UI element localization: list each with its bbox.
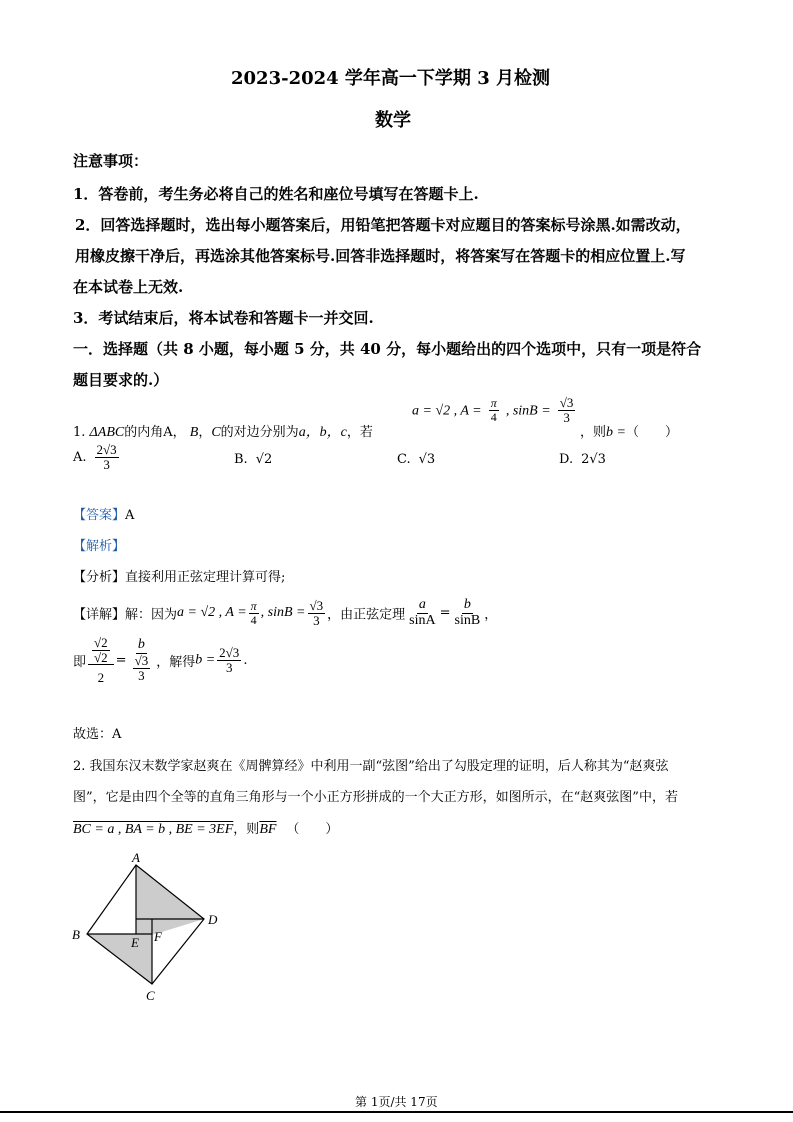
q1-option-a[interactable] [73,443,121,471]
inner-sqrt2-den: √2 [94,649,108,665]
label-b: B [72,927,80,942]
solve-b-den [129,654,155,682]
q1-final: 故选：A [73,727,122,742]
page-footer: 第 1页/共 17页 [355,1095,438,1109]
detail-sin: , sinB = [260,605,306,621]
shaded-triangle-top [136,865,204,935]
q1-text4: ，则 [580,425,607,440]
detail-cond: a = √2 , A = [177,605,247,621]
label-e: E [131,935,139,950]
q2-then: ，则 [233,822,260,837]
q2-vec-expr: BC = a , BA = b , BE = 3EF [73,822,234,837]
detail-four: 4 [250,612,257,627]
q1-three: 3 [563,409,570,425]
page-title: 2023-2024 学年高一下学期 3 月检测 [231,68,550,89]
fenxi-tag: 【分析】 [73,570,126,585]
q1-b-eq: b = [606,425,626,440]
inner-sqrt2: √2 [94,635,108,650]
q1-option-b[interactable] [234,452,272,467]
solve-b: b [137,637,145,653]
q1-condition [412,396,577,424]
q1-sqrt3: √3 [559,395,574,410]
notice-item-2-end: 在本试卷上无效. [73,278,184,296]
q1-frac-sqrt3-3 [558,396,576,424]
law-frac-b [453,598,483,628]
law-b: b [463,597,471,612]
q1-solve [73,636,247,685]
q1-option-d-expr: 2√3 [581,452,606,467]
q1-ask [580,421,678,441]
result-frac [217,646,241,674]
q1-number: 1. [73,425,86,440]
compound-num [88,636,114,665]
notice-item-2-cont: 用橡皮擦干净后，再选涂其他答案标号.回答非选择题时，将答案写在答题卡的相应位置上.写 [75,247,686,265]
law-eq: = [439,605,451,621]
compound-frac-b [129,638,155,682]
result-dot: . [243,652,248,668]
q2-line1: 2. 我国东汉末数学家赵爽在《周髀算经》中利用一副“弦图”给出了勾股定理的证明，后人称其为“赵爽弦 [73,759,669,774]
solve-eq: = [115,652,127,668]
q1-option-a-label: A. [73,449,87,465]
notice-item-2: 2．回答选择题时，选出每小题答案后，用铅笔把答题卡对应题目的答案标号涂黑.如需改动， [75,216,691,234]
inner-frac [92,636,110,664]
q1-paren: （ ） [625,425,678,440]
q1-sides: a，b，c [298,425,347,440]
answer-value: A [125,508,135,523]
detail-pi: π [250,599,257,614]
result-den: 3 [225,659,233,675]
q1-frac-pi4 [489,397,499,423]
q2-line3 [73,818,338,838]
detail-frac-pi4 [249,600,259,626]
law-frac-a [407,598,437,628]
detail-frac-sqrt3 [308,599,326,627]
q1-four: 4 [490,409,497,424]
q2-target: $\overline{BF}$ [259,822,277,837]
q1-fenxi [73,566,285,585]
q1-text3: ，若 [346,425,373,440]
jiede-text: ，解得 [156,654,196,670]
law-sinA: sinA [409,612,436,628]
section-heading: 一．选择题（共 8 小题，每小题 5 分，共 40 分，每小题给出的四个选项中，只有一项是符合 [73,340,702,358]
detail-sqrt3: √3 [309,598,324,614]
q1-sep: ， [198,425,212,440]
section-heading-cont: 题目要求的.） [73,371,169,389]
q1-option-b-expr: √2 [255,452,273,467]
zhao-shuang-figure [68,848,228,1004]
q1-vertex-c: C [211,425,221,440]
q1-option-a-frac [95,443,119,471]
law-sinB: sinB [454,612,481,628]
q1-answer [73,504,134,523]
compound-frac [88,636,114,685]
label-a: A [132,850,140,865]
notice-heading: 注意事项： [73,152,149,170]
result-b: b = [195,652,216,668]
detail-text1: 解：因为 [125,607,178,623]
q1-option-c-expr: √3 [418,452,436,467]
q1-option-a-den: 3 [103,456,110,472]
q1-text2: 的对边分别为 [220,425,299,440]
q1-triangle: ΔABC [89,425,125,440]
inner-three: 3 [138,667,145,683]
ji-text: 即 [73,654,87,670]
outer-two: 2 [97,670,105,686]
footer-rule [0,1111,793,1113]
q1-option-c-label: C. [397,452,411,467]
q1-detail [73,598,497,628]
q1-text1: 的内角A， [124,425,186,440]
q2-paren: （ ） [286,822,339,837]
q2-line2: 图”，它是由四个全等的直角三角形与一个小正方形拼成的一个大正方形，如图所示，在“赵爽弦图”中，若 [73,790,678,805]
notice-item-3: 3．考试结束后，将本试卷和答题卡一并交回. [73,309,374,327]
inner-sqrt3: √3 [134,653,149,669]
q1-question [73,421,373,441]
label-c: C [146,988,155,1003]
notice-item-1: 1．答卷前，考生务必将自己的姓名和座位号填写在答题卡上. [73,185,479,203]
q1-option-b-label: B. [234,452,248,467]
q1-vertex-b: B [189,425,199,440]
detail-three: 3 [313,612,320,628]
law-comma: ， [484,607,498,623]
detail-tag: 【详解】 [73,607,126,623]
q1-pi: π [490,396,497,411]
fenxi-text: 直接利用正弦定理计算可得; [125,570,286,585]
subject-title: 数学 [375,110,411,131]
law-a: a [418,597,426,612]
q1-cond-sin: , sinB = [505,403,551,419]
answer-tag: 【答案】 [73,508,126,523]
q1-cond-a: a = √2 , A = [412,403,482,419]
inner-frac-b [133,654,151,682]
q1-option-d[interactable] [559,452,606,467]
result-num: 2√3 [219,645,240,661]
detail-text2: ，由正弦定理 [327,607,406,623]
label-d: D [208,912,218,927]
q1-option-d-label: D. [559,452,574,467]
label-f: F [154,929,162,944]
q1-option-a-num: 2√3 [96,442,117,457]
analysis-tag: 【解析】 [73,539,126,554]
q1-option-c[interactable] [397,452,435,467]
